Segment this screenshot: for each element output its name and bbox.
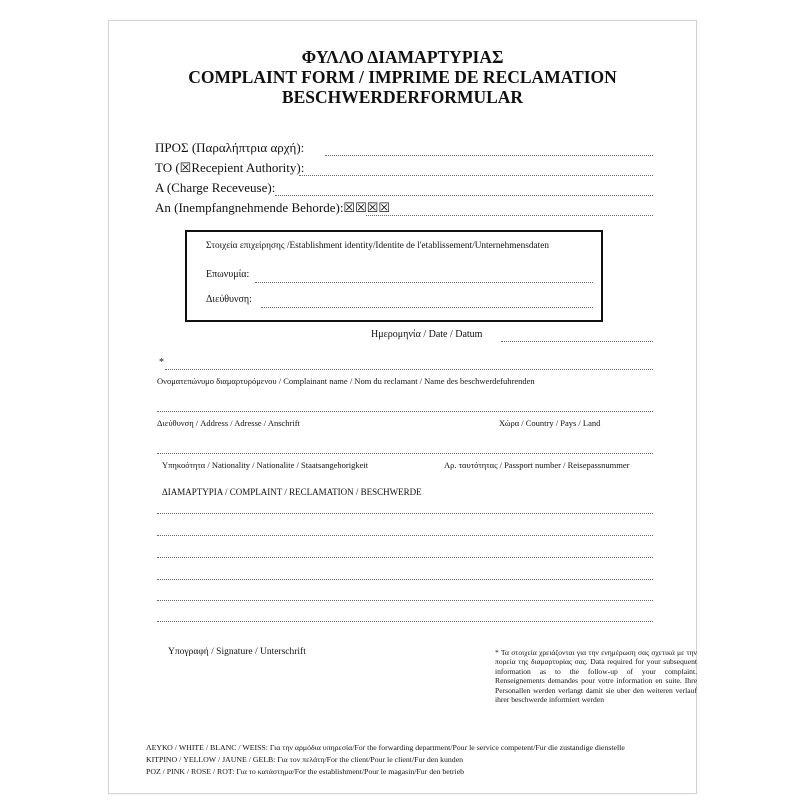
passport-label: Αρ. ταυτότητας / Passport number / Reisepassnummer xyxy=(444,460,630,470)
establishment-header: Στοιχεία επιχείρησης /Establishment identity/Identite de l'etablissement/Unternehmensdaten xyxy=(206,241,550,251)
complaint-line[interactable] xyxy=(157,557,653,558)
establishment-address-label: Διεύθυνση: xyxy=(206,294,252,305)
country-label: Χώρα / Country / Pays / Land xyxy=(499,418,601,428)
date-label: Ημερομηνία / Date / Datum xyxy=(371,329,483,340)
establishment-name-label: Επωνυμία: xyxy=(206,269,250,280)
authority-field-french[interactable] xyxy=(275,195,653,196)
authority-label-english: TO (☒Recepient Authority): xyxy=(155,160,305,175)
complaint-heading: ΔΙΑΜΑΡΤΥΡΙΑ / COMPLAINT / RECLAMATION / BESCHWERDE xyxy=(162,487,422,497)
complaint-form-sheet xyxy=(108,20,697,794)
data-usage-note: * Τα στοιχεία χρειάζονται για την ενημέρωση σας σχετικά με την πορεία της διαμαρτυρίας σας. Data required for your subsequent information as to the follow-up of your complaint. Renseignements demandes pour votre information en suite. Ihre Personallen werden verlangt damit sie uber den weiteren verlauf ihrer beschwerde informiert werden xyxy=(495,648,697,705)
nationality-passport-field[interactable] xyxy=(157,453,653,454)
signature-label: Υπογραφή / Signature / Unterschrift xyxy=(168,647,306,657)
authority-field-greek[interactable] xyxy=(325,155,653,156)
complaint-line[interactable] xyxy=(157,579,653,580)
nationality-label: Υπηκοότητα / Nationality / Nationalite / Staatsangehorigkeit xyxy=(162,460,369,470)
complainant-name-label: Ονοματεπώνυμο διαμαρτυρόμενου / Complainant name / Nom du reclamant / Name des beschwerdefuhrenden xyxy=(157,376,535,386)
authority-field-german[interactable] xyxy=(366,215,653,216)
establishment-box xyxy=(185,230,603,322)
complaint-line[interactable] xyxy=(157,621,653,622)
footer-copy-pink: ΡΟΖ / PINK / ROSE / ROT: Για το κατάστημα/For the establishment/Pour le magasin/Fur den betrieb xyxy=(146,767,465,776)
establishment-address-field[interactable] xyxy=(261,307,593,308)
complainant-name-field[interactable] xyxy=(165,369,653,370)
footer-copy-white: ΛΕΥΚΟ / WHITE / BLANC / WEISS: Για την αρμόδια υπηρεσία/For the forwarding department/Pour le service competent/Fur die zustandige dienstelle xyxy=(146,743,625,752)
complaint-line[interactable] xyxy=(157,600,653,601)
authority-label-french: A (Charge Receveuse): xyxy=(155,180,276,195)
form-title-german: BESCHWERDERFORMULAR xyxy=(281,87,524,107)
complaint-line[interactable] xyxy=(157,513,653,514)
form-title-english-french: COMPLAINT FORM / IMPRIME DE RECLAMATION xyxy=(188,67,617,87)
authority-label-german: An (Inempfangnehmende Behorde):☒☒☒☒ xyxy=(155,200,391,215)
authority-field-english[interactable] xyxy=(299,175,653,176)
footer-copy-yellow: ΚΙΤΡΙΝΟ / YELLOW / JAUNE / GELB: Για τον πελάτη/For the client/Pour le client/Fur den kunden xyxy=(146,755,464,764)
date-field[interactable] xyxy=(501,341,653,342)
authority-label-greek: ΠΡΟΣ (Παραλήπτρια αρχή): xyxy=(155,140,305,155)
form-title-greek: ΦΥΛΛΟ ΔΙΑΜΑΡΤΥΡΙΑΣ xyxy=(301,47,504,67)
complaint-line[interactable] xyxy=(157,535,653,536)
address-label: Διεύθυνση / Address / Adresse / Anschrift xyxy=(157,418,300,428)
address-field[interactable] xyxy=(157,411,653,412)
required-asterisk: * xyxy=(159,357,164,368)
establishment-name-field[interactable] xyxy=(255,282,593,283)
